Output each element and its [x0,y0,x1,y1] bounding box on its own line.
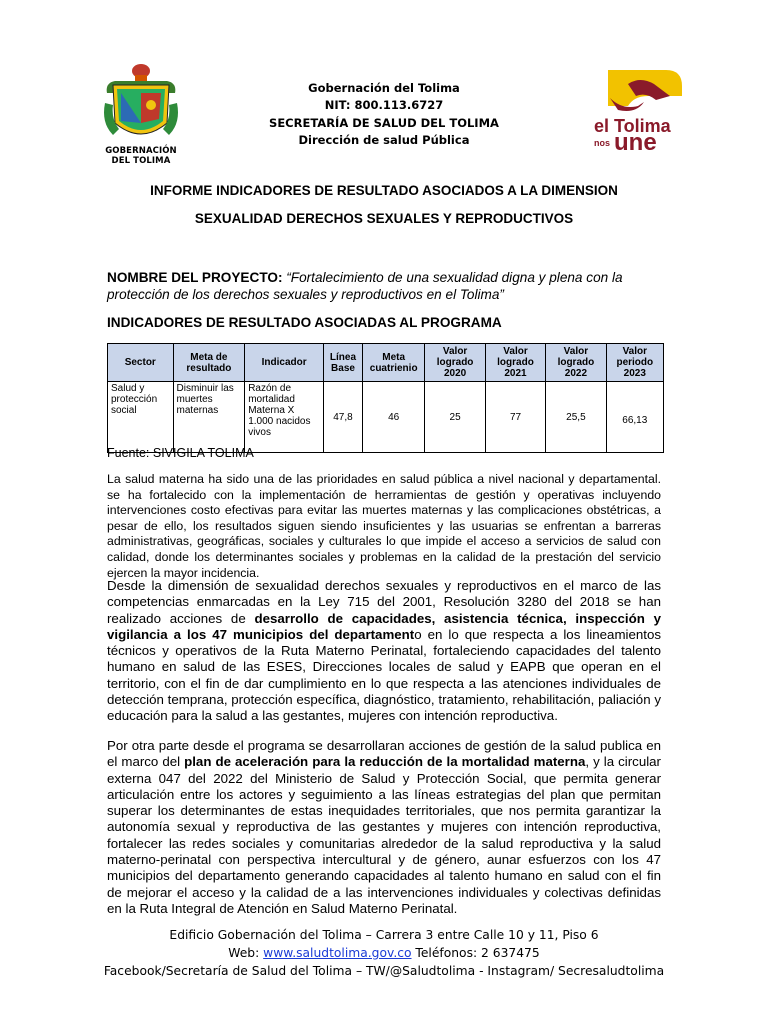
paragraph-3 [107,738,661,917]
report-title-line-1: INFORME INDICADORES DE RESULTADO ASOCIADOS A LA DIMENSION [150,183,618,198]
cell-sector: Salud y protección social [108,382,174,453]
cell-meta-cuatrienio: 46 [362,382,424,453]
indicator-table [107,343,664,453]
paragraph-2 [107,578,661,725]
header-valor-2020: Valor logrado 2020 [425,344,485,382]
coat-caption-line-2: DEL TOLIMA [111,156,171,166]
footer-contact [0,944,768,962]
logo-word-2: nos [594,138,611,148]
footer [0,926,768,980]
header-indicador: Indicador [245,344,324,382]
table-heading: INDICADORES DE RESULTADO ASOCIADAS AL PROGRAMA [107,315,502,330]
paragraph-3-text-c: , y la circular externa 047 del 2022 del Ministerio de Salud y Protección Social, que permita generar articulación entre los actores y seguimiento a las líneas estrategias del plan que permitan superar los determinantes de estas inequidades territoriales, que nos permita garantizar la autonomía sexual y reproductiva de las gestantes y mujeres con intención reproductiva, fortalecer las redes sociales y comunitarias alrededor de la salud reproductiva y la salud materno-perinatal con perspectiva intercultural y de género, aunar esfuerzos con los 47 municipios del departamento generando capacidades al talento humano en salud con el fin de mejorar el acceso y la calidad de a las intervenciones individuales y colectivas definidas en la Ruta Integral de Atención en Salud Materno Perinatal. [107,754,661,916]
logo-word-3: une [614,129,657,154]
logo-word-1: el Tolima [594,116,671,136]
project-name [107,269,663,303]
footer-phones: Teléfonos: 2 637475 [411,946,540,960]
cell-valor-2020: 25 [425,382,485,453]
paragraph-1: La salud materna ha sido una de las prioridades en salud pública a nivel nacional y departamental. se ha fortalecido con la implementación de herramientas de gestión y operativas incluyendo intervenciones costo efectivas para evitar las muertes maternas y las complicaciones obstétricas, a pesar de ello, los resultados siguen siendo insuficientes y las usuarias se enfrentan a barreras administrativas, geográficas, sociales y culturales lo que impide el acceso a servicios de salud con calidad, donde los determinantes sociales y problemas en la calidad de la prestación del servicio ejercen la mayor incidencia. [107,472,661,580]
paragraph-2-text-c: o en lo que respecta a los lineamientos técnicos y operativos de la Ruta Materno Perinatal, fortaleciendo capacidades del talento humano en salud de las ESES, Direcciones locales de salud y EAPB que operan en el territorio, con el fin de dar cumplimiento en lo que respecta a las atenciones individuales de detección temprana, protección específica, diagnóstico, tratamiento, rehabilitación, paliación y educación para la salud a las gestantes, mujeres con intención reproductiva. [107,626,661,724]
paragraph-2-text-a: Desde la dimensión de sexualidad derechos sexuales y reproductivos en el marco de las competencias enmarcadas en la Ley 715 del 2001, Resolución 3280 del 2018 se han realizado acciones de [107,578,661,626]
letterhead-org: Gobernación del Tolima [308,81,460,95]
cell-valor-2021: 77 [485,382,545,453]
table-row [108,382,664,453]
project-label: NOMBRE DEL PROYECTO: [107,270,283,285]
letterhead-nit: NIT: 800.113.6727 [324,98,444,113]
letterhead-secretariat: SECRETARÍA DE SALUD DEL TOLIMA [269,115,499,130]
header-meta-resultado: Meta de resultado [173,344,245,382]
paragraph-3-text-a: Por otra parte desde el programa se desarrollaran acciones de gestión de la salud publica en el marco del [107,738,661,770]
header-valor-2021: Valor logrado 2021 [485,344,545,382]
tolima-nos-une-logo [588,66,688,154]
cell-linea-base: 47,8 [324,382,363,453]
header-valor-2022: Valor logrado 2022 [546,344,606,382]
project-value: “Fortalecimiento de una sexualidad digna y plena con la protección de los derechos sexuales y reproductivos en el Tolima” [107,270,623,302]
cell-valor-2023: 66,13 [606,382,663,453]
header-meta-cuatrienio: Meta cuatrienio [362,344,424,382]
header-valor-2023: Valor periodo 2023 [606,344,663,382]
cell-valor-2022: 25,5 [546,382,606,453]
header-sector: Sector [108,344,174,382]
source-note: Fuente: SIVIGILA TOLIMA [107,446,254,460]
cell-meta-resultado: Disminuir las muertes maternas [173,382,245,453]
footer-address: Edificio Gobernación del Tolima – Carrera 3 entre Calle 10 y 11, Piso 6 [169,928,599,942]
header-linea-base: Línea Base [324,344,363,382]
coat-caption [98,146,184,166]
coat-caption-line-1: GOBERNACIÓN [105,146,177,156]
paragraph-2-bold: desarrollo de capacidades, asistencia técnica, inspección y vigilancia a los 47 municipios del departament [107,610,661,642]
letterhead-direction: Dirección de salud Pública [298,132,470,147]
letterhead [240,80,528,149]
paragraph-3-bold: plan de aceleración para la reducción de la mortalidad materna [184,754,586,770]
table-header-row [108,344,664,382]
footer-social: Facebook/Secretaría de Salud del Tolima – TW/@Saludtolima - Instagram/ Secresaludtolima [103,964,665,978]
footer-web-label: Web: [228,946,264,960]
report-title-line-2: SEXUALIDAD DERECHOS SEXUALES Y REPRODUCTIVOS [194,211,574,226]
footer-web-link[interactable]: www.saludtolima.gov.co [263,946,412,960]
cell-indicador: Razón de mortalidad Materna X 1.000 nacidos vivos [245,382,324,453]
